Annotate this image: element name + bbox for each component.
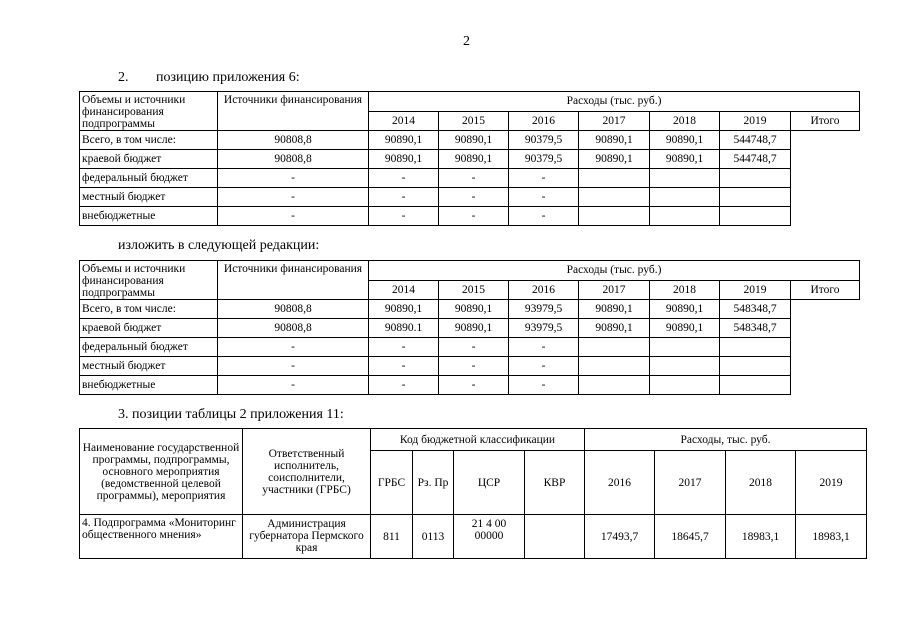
amount-cell [720,338,791,357]
year-header: 2018 [650,280,720,300]
amount-cell: 544748,7 [720,150,791,169]
source-label: федеральный бюджет [80,169,218,188]
amount-cell: 90890,1 [439,131,509,150]
amount-cell [579,376,650,395]
kvr-cell [525,515,585,559]
table-row [80,319,860,338]
amount-cell [720,207,791,226]
amount-cell: 90890.1 [369,319,439,338]
amount-cell: 93979,5 [509,319,579,338]
amount-cell: - [509,188,579,207]
expense-value-cell: 18983,1 [726,515,796,559]
amount-cell: 90808,8 [218,131,369,150]
amount-cell: 548348,7 [720,300,791,319]
amount-cell: 90890,1 [439,300,509,319]
year-header: 2014 [369,111,439,131]
amount-cell: - [218,188,369,207]
amount-cell [579,169,650,188]
header-executor: Ответственный исполнитель, соисполнители, участники (ГРБС) [243,429,371,515]
amount-cell [650,188,720,207]
header-financing-sources: Источники финансирования [218,92,369,131]
header-expenses: Расходы (тыс. руб.) [369,92,860,112]
amount-cell: 90808,8 [218,319,369,338]
amount-cell: 90890,1 [439,150,509,169]
amount-cell: 548348,7 [720,319,791,338]
amount-cell: - [218,169,369,188]
amount-cell: - [439,169,509,188]
amount-cell [650,376,720,395]
amount-cell [720,188,791,207]
header-year: 2017 [655,451,726,515]
page-number: 2 [463,34,470,49]
year-header: 2018 [650,111,720,131]
amount-cell [720,357,791,376]
amount-cell: 90890,1 [369,300,439,319]
amount-cell: 93979,5 [509,300,579,319]
amount-cell [720,376,791,395]
table-row [80,188,860,207]
amount-cell: 90890,1 [650,300,720,319]
amount-cell [579,357,650,376]
amount-cell [579,207,650,226]
section-1-number: 2. [118,70,129,85]
amount-cell: - [439,357,509,376]
year-header: 2016 [509,111,579,131]
amount-cell: - [439,338,509,357]
header-year: 2019 [796,451,867,515]
amount-cell: - [369,188,439,207]
expense-value-cell: 18983,1 [796,515,867,559]
header-rzpr: Рз. Пр [413,451,454,515]
table-row [80,300,860,319]
amount-cell: - [369,357,439,376]
amount-cell: 90890,1 [579,319,650,338]
amount-cell: - [218,376,369,395]
header-volumes-sources: Объемы и источники финансирования подпрограммы [80,261,218,300]
table-row [80,131,860,150]
program-name-cell: 4. Подпрограмма «Мониторинг общественного мнения» [80,515,243,559]
amount-cell: 90379,5 [509,131,579,150]
amount-cell: - [509,338,579,357]
amount-cell [650,357,720,376]
amount-cell: 90890,1 [369,150,439,169]
amount-cell: - [369,169,439,188]
amount-cell: - [218,357,369,376]
header-year: 2018 [726,451,796,515]
source-label: внебюджетные [80,207,218,226]
header-grbs: ГРБС [371,451,413,515]
new-financing-table [79,260,860,395]
source-label: внебюджетные [80,376,218,395]
header-program-name: Наименование государственной программы, подпрограммы, основного мероприятия (ведомственной целевой программы), мероприятия [80,429,243,515]
rzpr-cell: 0113 [413,515,454,559]
amount-cell: - [369,376,439,395]
amount-cell: 90890,1 [439,319,509,338]
section-3-heading: 3. позиции таблицы 2 приложения 11: [118,407,344,422]
header-budget-code: Код бюджетной классификации [371,429,585,451]
amount-cell: 544748,7 [720,131,791,150]
header-expenses: Расходы (тыс. руб.) [369,261,860,281]
amount-cell: 90808,8 [218,150,369,169]
header-kvr: КВР [525,451,585,515]
year-header: 2019 [720,111,791,131]
header-financing-sources: Источники финансирования [218,261,369,300]
amount-cell: - [509,169,579,188]
year-header: Итого [791,111,860,131]
amount-cell: - [218,338,369,357]
csr-cell: 21 4 00 00000 [454,515,525,559]
table-row [80,376,860,395]
year-header: Итого [791,280,860,300]
header-expenses: Расходы, тыс. руб. [585,429,867,451]
source-label: федеральный бюджет [80,338,218,357]
table-row [80,169,860,188]
section-1-text: позицию приложения 6: [156,70,300,85]
table-row [80,357,860,376]
amount-cell: - [439,376,509,395]
amount-cell: 90890,1 [579,150,650,169]
section-1-heading [118,70,300,86]
amount-cell: - [439,207,509,226]
amount-cell [579,188,650,207]
amount-cell [720,169,791,188]
header-year: 2016 [585,451,655,515]
amount-cell: - [509,376,579,395]
amount-cell: 90890,1 [650,150,720,169]
old-financing-table [79,91,860,226]
year-header: 2015 [439,280,509,300]
amount-cell: - [369,338,439,357]
amount-cell: 90808,8 [218,300,369,319]
year-header: 2014 [369,280,439,300]
amount-cell: 90890,1 [650,131,720,150]
table-row [80,150,860,169]
amount-cell: - [509,207,579,226]
amount-cell: 90890,1 [579,300,650,319]
amount-cell: - [369,207,439,226]
source-label: Всего, в том числе: [80,131,218,150]
grbs-cell: 811 [371,515,413,559]
section-2-heading: изложить в следующей редакции: [118,238,320,253]
header-csr: ЦСР [454,451,525,515]
program-expenses-table [79,428,867,559]
amount-cell [579,338,650,357]
expense-value-cell: 17493,7 [585,515,655,559]
source-label: краевой бюджет [80,150,218,169]
amount-cell: 90890,1 [369,131,439,150]
amount-cell: - [509,357,579,376]
executor-cell: Администрация губернатора Пермского края [243,515,371,559]
amount-cell: - [439,188,509,207]
amount-cell: - [218,207,369,226]
source-label: местный бюджет [80,188,218,207]
year-header: 2016 [509,280,579,300]
header-volumes-sources: Объемы и источники финансирования подпрограммы [80,92,218,131]
source-label: краевой бюджет [80,319,218,338]
amount-cell [650,169,720,188]
table-row [80,338,860,357]
source-label: местный бюджет [80,357,218,376]
amount-cell: 90379,5 [509,150,579,169]
expense-value-cell: 18645,7 [655,515,726,559]
source-label: Всего, в том числе: [80,300,218,319]
table-row [80,207,860,226]
year-header: 2017 [579,111,650,131]
amount-cell [650,207,720,226]
year-header: 2015 [439,111,509,131]
amount-cell: 90890,1 [579,131,650,150]
year-header: 2017 [579,280,650,300]
amount-cell [650,338,720,357]
year-header: 2019 [720,280,791,300]
amount-cell: 90890,1 [650,319,720,338]
